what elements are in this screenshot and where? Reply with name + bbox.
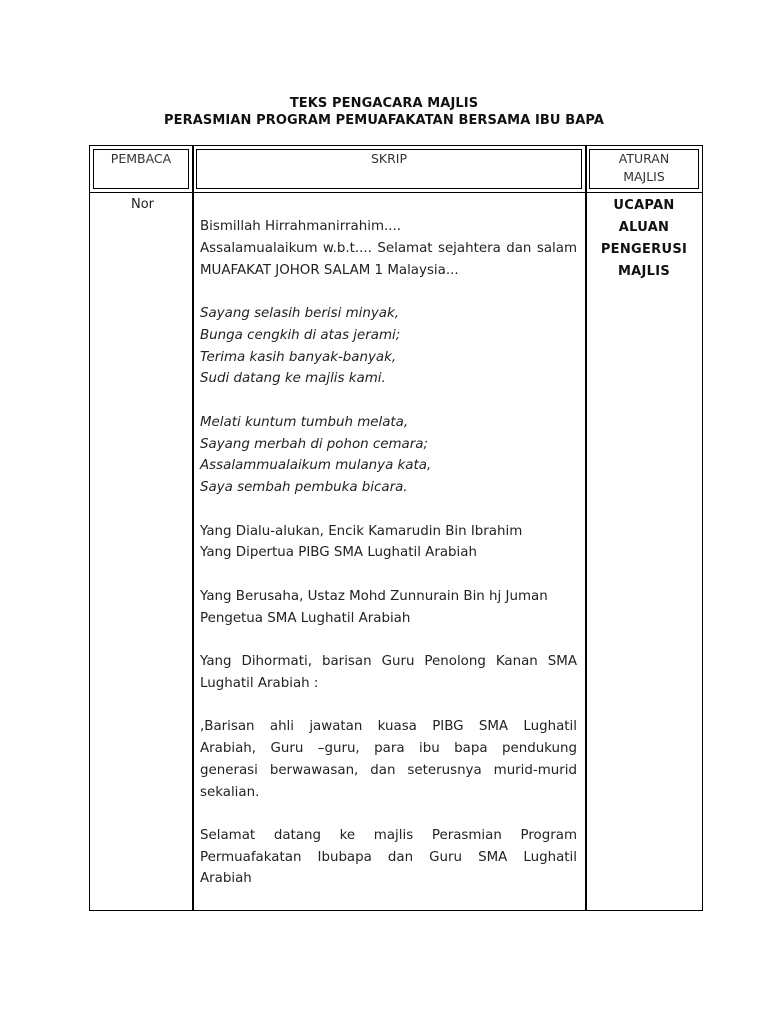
script-line: Terima kasih banyak-banyak, (200, 349, 397, 365)
script-line: Saya sembah pembuka bicara. (200, 480, 408, 496)
pantun (200, 303, 577, 390)
script-line: Lughatil Arabiah : (200, 675, 319, 691)
script-line: generasi berwawasan, dan seterusnya murid-murid (200, 762, 577, 778)
salutation (200, 651, 577, 695)
program-item (588, 195, 700, 283)
greeting (200, 216, 577, 281)
header-skrip: SKRIP (196, 149, 582, 189)
script-line: Sayang merbah di pohon cemara; (200, 436, 428, 452)
script-line: Permuafakatan Ibubapa dan Guru SMA Lughatil (200, 849, 577, 865)
welcome (200, 825, 577, 890)
script-line: Selamat datang ke majlis Perasmian Program (200, 827, 577, 843)
script-line: Bunga cengkih di atas jerami; (200, 327, 401, 343)
script-line: Assalammualaikum mulanya kata, (200, 458, 432, 474)
salutation (200, 716, 577, 803)
document-title: TEKS PENGACARA MAJLIS (289, 96, 479, 111)
script-line: ,Barisan ahli jawatan kuasa PIBG SMA Lughatil (200, 719, 577, 735)
program-item-line: PENGERUSI (600, 242, 688, 257)
pantun (200, 412, 577, 499)
column-divider (192, 145, 194, 911)
salutation (200, 586, 577, 630)
script-line: Sudi datang ke majlis kami. (200, 371, 386, 387)
salutation (200, 521, 577, 565)
script-line: Arabiah, Guru –guru, para ibu bapa pendukung (200, 740, 577, 756)
program-item-line: MAJLIS (617, 264, 671, 279)
script-line: Sayang selasih berisi minyak, (200, 305, 399, 321)
script-line: Yang Dihormati, barisan Guru Penolong Kanan SMA (200, 653, 577, 669)
script-line: Melati kuntum tumbuh melata, (200, 414, 409, 430)
script-line: Bismillah Hirrahmanirrahim.... (200, 219, 402, 234)
script-line: sekalian. (200, 784, 260, 800)
document-subtitle: PERASMIAN PROGRAM PEMUAFAKATAN BERSAMA IBU BAPA (164, 113, 604, 128)
script-line: Assalamualaikum w.b.t.... Selamat sejahtera dan salam (200, 240, 577, 256)
script-line: Yang Berusaha, Ustaz Mohd Zunnurain Bin hj Juman (200, 588, 548, 604)
header-pembaca: PEMBACA (93, 149, 189, 189)
script-text (200, 216, 577, 912)
script-line: MUAFAKAT JOHOR SALAM 1 Malaysia... (200, 262, 459, 278)
program-item-line: UCAPAN (613, 198, 675, 213)
script-line: Pengetua SMA Lughatil Arabiah (200, 610, 411, 626)
header-aturan: ATURAN MAJLIS (589, 149, 699, 189)
column-divider (585, 145, 587, 911)
header-divider (89, 192, 703, 193)
program-item-line: ALUAN (618, 220, 670, 235)
script-line: Arabiah (200, 871, 252, 887)
reader-name: Nor (130, 197, 155, 212)
script-line: Yang Dipertua PIBG SMA Lughatil Arabiah (200, 545, 477, 561)
script-line: Yang Dialu-alukan, Encik Kamarudin Bin Ibrahim (200, 523, 523, 539)
